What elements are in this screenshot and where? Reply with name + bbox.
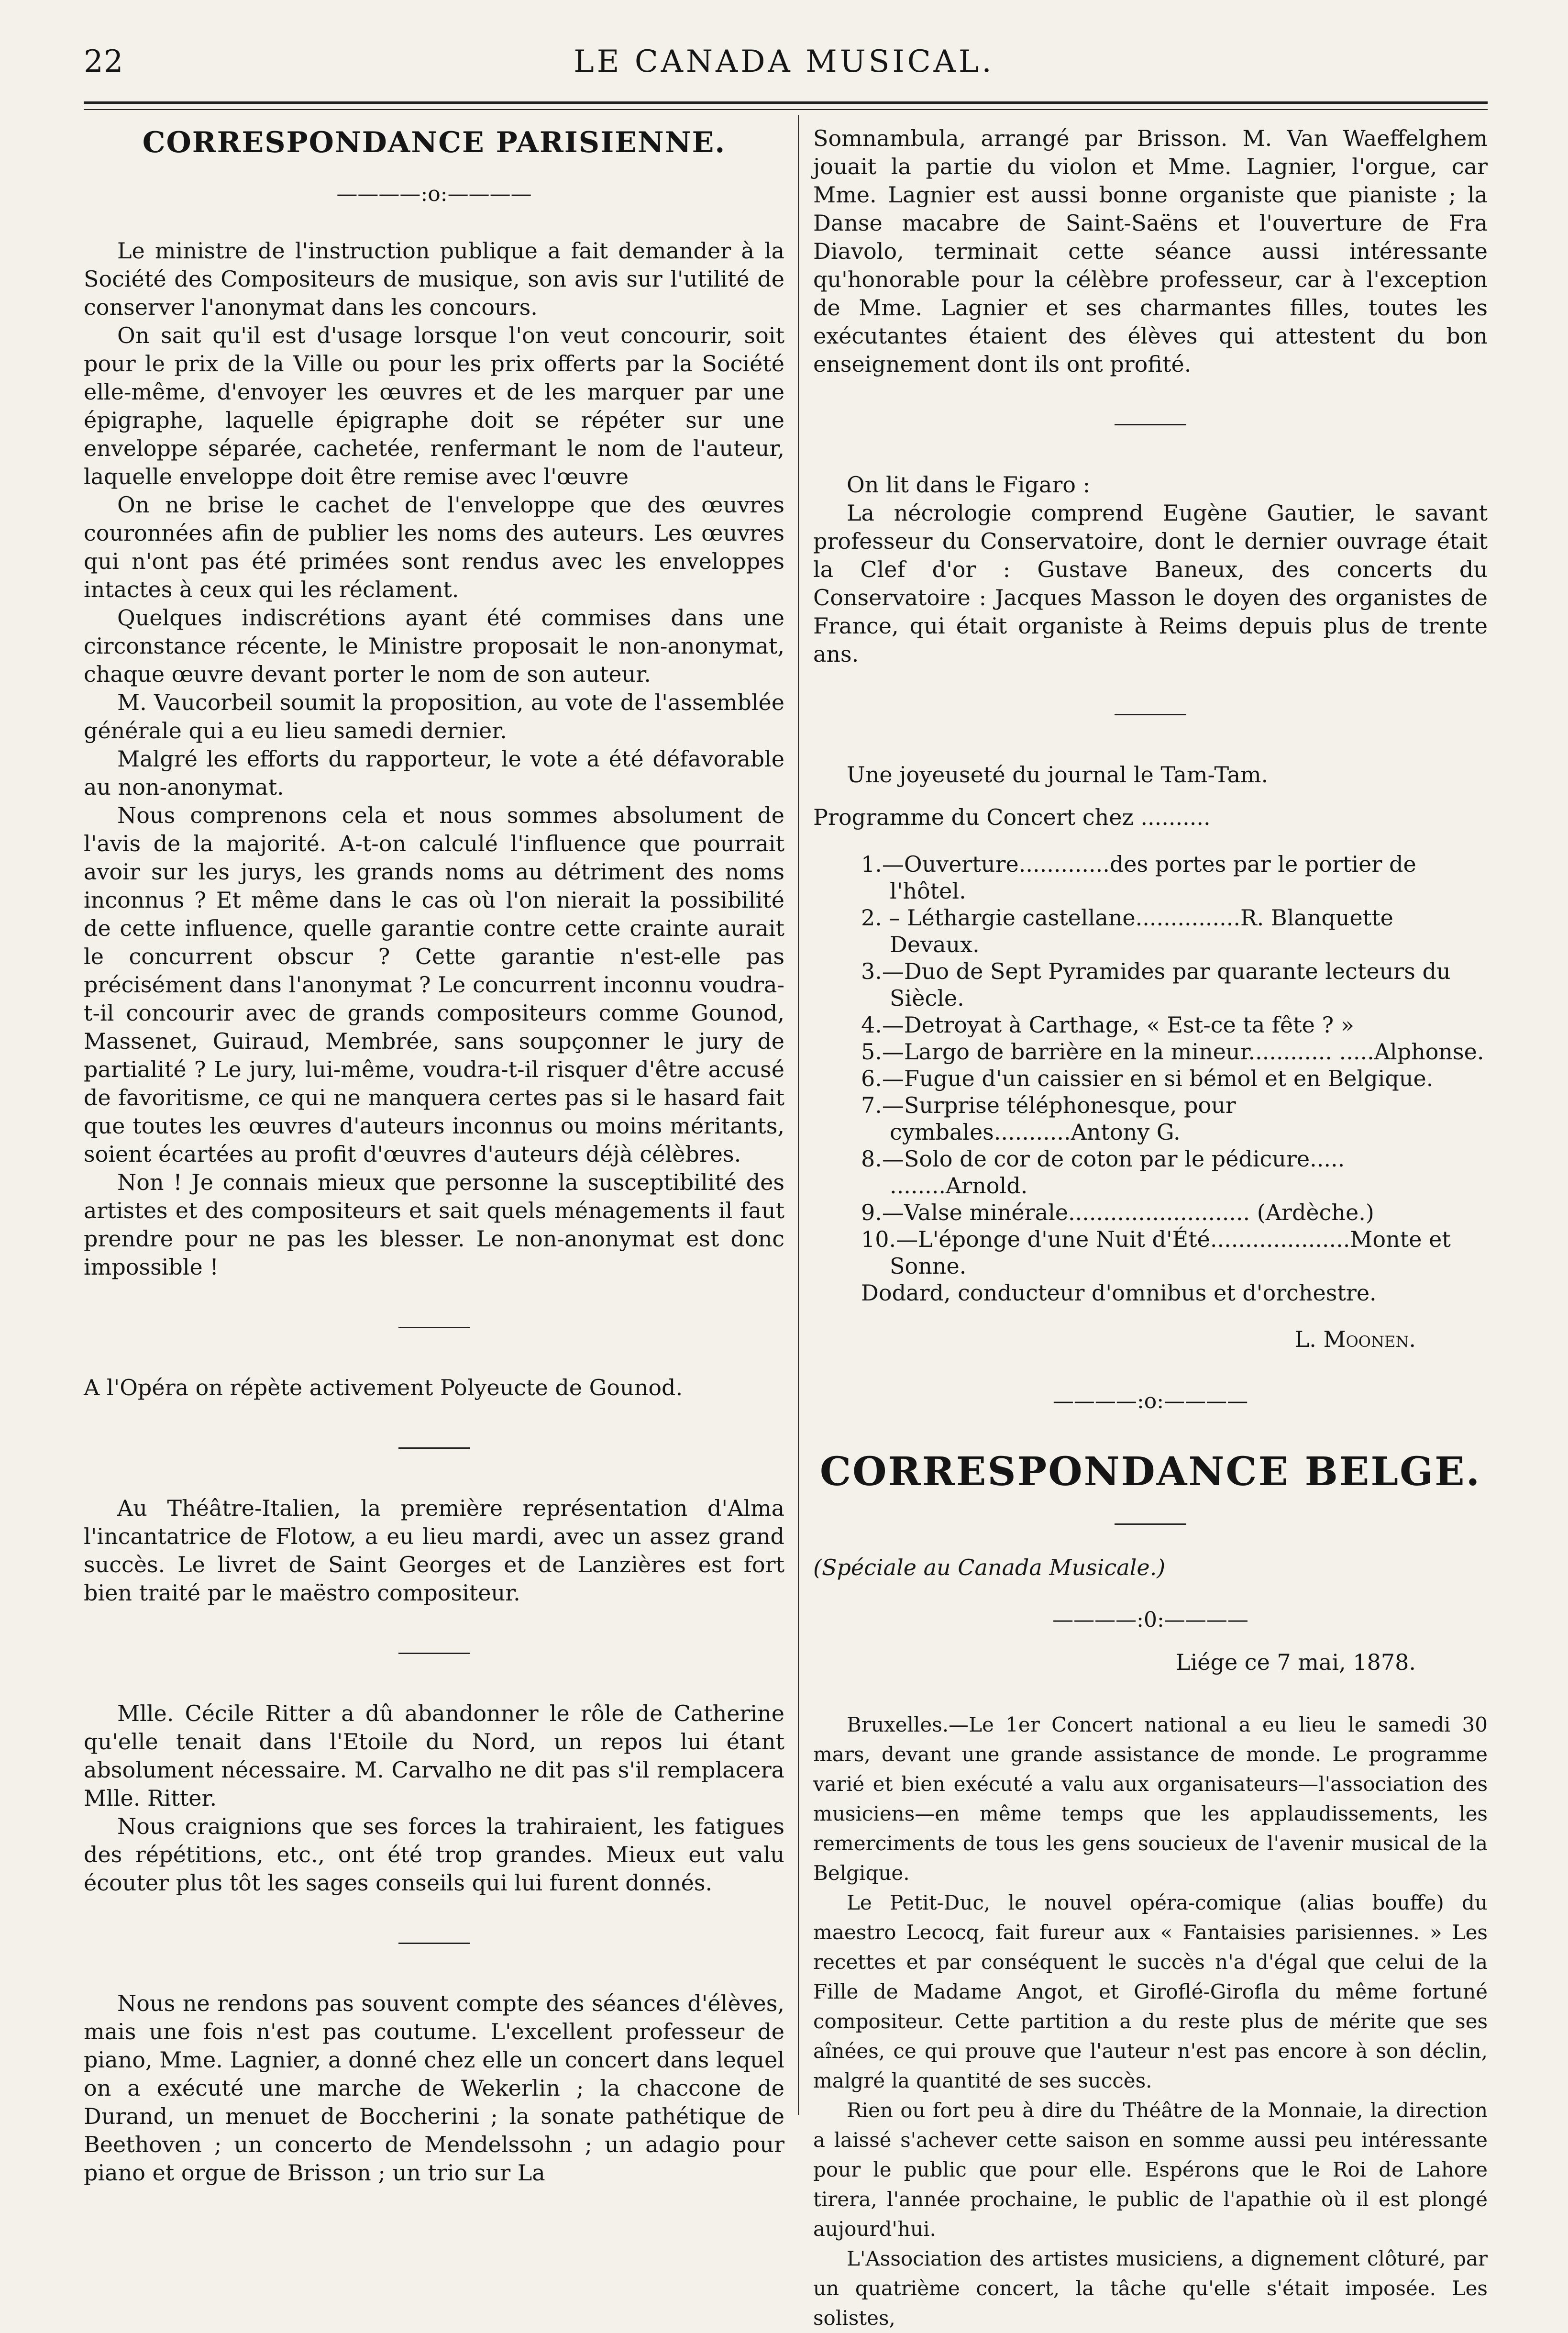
program-list: [842, 851, 1488, 1306]
dateline: Liége ce 7 mai, 1878.: [1176, 1649, 1416, 1675]
figaro-text: La nécrologie comprend Eugène Gautier, le savant professeur du Conservatoire, dont le dernier ouvrage était la Clef d'or : Gustave Baneux, des concerts du Conservatoire : Jacques Masson le doyen des organistes de France, qui était organiste à Reims depuis plus de trente ans.: [813, 500, 1488, 667]
paragraph: L'Association des artistes musiciens, a dignement clôturé, par un quatrième concert, la tâche qu'elle s'était imposée. Les solistes,: [813, 2247, 1488, 2330]
page-number: 22: [84, 44, 124, 79]
paragraph: Non ! Je connais mieux que personne la susceptibilité des artistes et des compositeurs et sait quels ménagements il faut prendre pour ne pas les blesser. Le non-anonymat est donc impossible !: [84, 1169, 784, 1280]
program-item: 10.—L'éponge d'une Nuit d'Été....................Monte et Sonne.: [861, 1226, 1451, 1279]
program-item: Dodard, conducteur d'omnibus et d'orchestre.: [861, 1280, 1377, 1306]
paragraph: Le ministre de l'instruction publique a fait demander à la Société des Compositeurs de musique, son avis sur l'utilité de conserver l'anonymat dans les concours.: [84, 238, 784, 320]
section-title-belge: CORRESPONDANCE BELGE.: [819, 1449, 1481, 1495]
ritter-paragraph: Nous craignions que ses forces la trahiraient, les fatigues des répétitions, etc., ont été trop grandes. Mieux eut valu écouter plus tôt les sages conseils qui lui furent donnés.: [84, 1813, 784, 1896]
ritter-paragraph: Mlle. Cécile Ritter a dû abandonner le rôle de Catherine qu'elle tenait dans l'Etoile du Nord, un repos lui étant absolument nécessaire. M. Carvalho ne dit pas s'il remplacera Mlle. Ritter.: [84, 1700, 784, 1811]
program-item: 7.—Surprise téléphonesque, pour cymbales...........Antony G.: [861, 1092, 1236, 1145]
paragraph: On sait qu'il est d'usage lorsque l'on veut concourir, soit pour le prix de la Ville ou pour les prix offerts par la Société elle-même, d'envoyer les œuvres et de les marquer par une épigraphe, laquelle épigraphe doit se répéter sur une enveloppe séparée, cachetée, renfermant le nom de l'auteur, laquelle enveloppe doit être remise avec l'œuvre: [84, 322, 784, 489]
divider-line: [1115, 1523, 1186, 1525]
paragraph: Nous comprenons cela et nous sommes absolument de l'avis de la majorité. A-t-on calculé l'influence que pourrait avoir sur les jurys, les grands noms au détriment des noms inconnus ? Et même dans le cas où l'on nierait la possibilité de cette influence, quelle garantie contre cette crainte aurait le concurrent obscur ? Cette garantie n'est-elle pas précisément dans l'anonymat ? Le concurrent inconnu voudra-t-il concourir avec de grands compositeurs comme Gounod, Massenet, Guiraud, Membrée, sans soupçonner le jury de partialité ? Le jury, lui-même, voudra-t-il risquer d'être accusé de favoritisme, ce qui ne manquera certes pas si le hasard fait que toutes les œuvres d'auteurs inconnus ou moins méritants, soient écartées au profit d'œuvres d'auteurs déjà célèbres.: [84, 802, 784, 1167]
divider-line: [1115, 714, 1186, 715]
subtitle: (Spéciale au Canada Musicale.): [813, 1555, 1166, 1580]
paragraph: Malgré les efforts du rapporteur, le vote a été défavorable au non-anonymat.: [84, 746, 784, 800]
opera-note: A l'Opéra on répète activement Polyeucte de Gounod.: [84, 1375, 683, 1400]
paragraph: Bruxelles.—Le 1er Concert national a eu lieu le samedi 30 mars, devant une grande assistance de monde. Le programme varié et bien exécuté a valu aux organisateurs—l'association des musiciens—en même temps que les applaudissements, les remerciments de tous les gens soucieux de l'avenir musical de la Belgique.: [813, 1713, 1488, 1885]
separator: ————:o:————: [336, 182, 532, 206]
divider-line: [398, 1327, 470, 1328]
paragraph: Rien ou fort peu à dire du Théâtre de la Monnaie, la direction a laissé s'achever cette saison en somme aussi peu intéressante pour le public que pour elle. Espérons que le Roi de Lahore tirera, l'année prochaine, le public de l'apathie où il est plongé aujourd'hui.: [813, 2099, 1488, 2241]
program-item: 2. – Léthargie castellane...............R. Blanquette Devaux.: [861, 905, 1393, 957]
belge-body: [813, 1710, 1488, 2333]
divider-line: [1115, 424, 1186, 425]
program-title: Programme du Concert chez ..........: [813, 804, 1211, 830]
paragraph: On ne brise le cachet de l'enveloppe que des œuvres couronnées afin de publier les noms des auteurs. Les œuvres qui n'ont pas été primées sont rendus avec les enveloppes intactes à ceux qui les réclament.: [84, 492, 784, 602]
italien-note: Au Théâtre-Italien, la première représentation d'Alma l'incantatrice de Flotow, a eu lieu mardi, avec un assez grand succès. Le livret de Saint Georges et de Lanzières est fort bien traité par le maëstro compositeur.: [84, 1495, 784, 1606]
section-title-parisienne: CORRESPONDANCE PARISIENNE.: [142, 126, 726, 159]
column-divider: [798, 115, 799, 2115]
program-item: 8.—Solo de cor de coton par le pédicure..... ........Arnold.: [861, 1146, 1345, 1199]
program-item: 9.—Valse minérale.......................... (Ardèche.): [861, 1200, 1374, 1225]
tamtam-intro: Une joyeuseté du journal le Tam-Tam.: [847, 762, 1269, 788]
concert-paragraph: Nous ne rendons pas souvent compte des séances d'élèves, mais une fois n'est pas coutume. L'excellent professeur de piano, Mme. Lagnier, a donné chez elle un concert dans lequel on a exécuté une marche de Wekerlin ; la chaccone de Durand, un menuet de Boccherini ; la sonate pathétique de Beethoven ; un concerto de Mendelssohn ; un adagio pour piano et orgue de Brisson ; un trio sur La: [84, 1990, 784, 2186]
program-item: 1.—Ouverture.............des portes par le portier de l'hôtel.: [861, 851, 1416, 904]
paragraph: Quelques indiscrétions ayant été commises dans une circonstance récente, le Ministre proposait le non-anonymat, chaque œuvre devant porter le nom de son auteur.: [84, 605, 784, 687]
divider-line: [398, 1653, 470, 1654]
concert-continuation: Somnambula, arrangé par Brisson. M. Van Waeffelghem jouait la partie du violon et Mme. Lagnier, l'orgue, car Mme. Lagnier est aussi bonne organiste que pianiste ; la Danse macabre de Saint-Saëns et l'ouverture de Fra Diavolo, terminait cette séance aussi intéressante qu'honorable pour la célèbre professeur, car à l'exception de Mme. Lagnier et ses charmantes filles, toutes les exécutantes étaient des élèves qui attestent du bon enseignement dont ils ont profité.: [813, 125, 1488, 377]
divider-line: [398, 1447, 470, 1449]
paragraph: M. Vaucorbeil soumit la proposition, au vote de l'assemblée générale qui a eu lieu samedi dernier.: [84, 689, 784, 744]
figaro-intro: On lit dans le Figaro :: [847, 472, 1091, 498]
header-rule: [84, 101, 1488, 104]
paragraph: Le Petit-Duc, le nouvel opéra-comique (alias bouffe) du maestro Lecocq, fait fureur aux « Fantaisies parisiennes. » Les recettes et par conséquent le succès n'a d'égal que celui de la Fille de Madame Angot, et Giroflé-Girofla du même fortuné compositeur. Cette partition a du reste plus de mérite que ses aînées, ce qui prouve que l'auteur n'est pas encore à son déclin, malgré la quantité de ses succès.: [813, 1891, 1488, 2092]
program-item: 3.—Duo de Sept Pyramides par quarante lecteurs du Siècle.: [861, 958, 1451, 1011]
divider-line: [398, 1943, 470, 1944]
right-column: [813, 124, 1488, 2333]
left-column: [84, 124, 784, 2187]
separator: ————:0:————: [1052, 1608, 1248, 1632]
program-item: 5.—Largo de barrière en la mineur............ .....Alphonse.: [861, 1039, 1484, 1065]
journal-title: LE CANADA MUSICAL.: [574, 44, 994, 79]
program-item: 6.—Fugue d'un caissier en si bémol et en Belgique.: [861, 1066, 1434, 1091]
program-item: 4.—Detroyat à Carthage, « Est-ce ta fête ? »: [861, 1012, 1354, 1038]
signature: L. Moonen.: [1294, 1326, 1416, 1352]
separator: ————:o:————: [1052, 1389, 1248, 1413]
header-rule-thin: [84, 109, 1488, 110]
